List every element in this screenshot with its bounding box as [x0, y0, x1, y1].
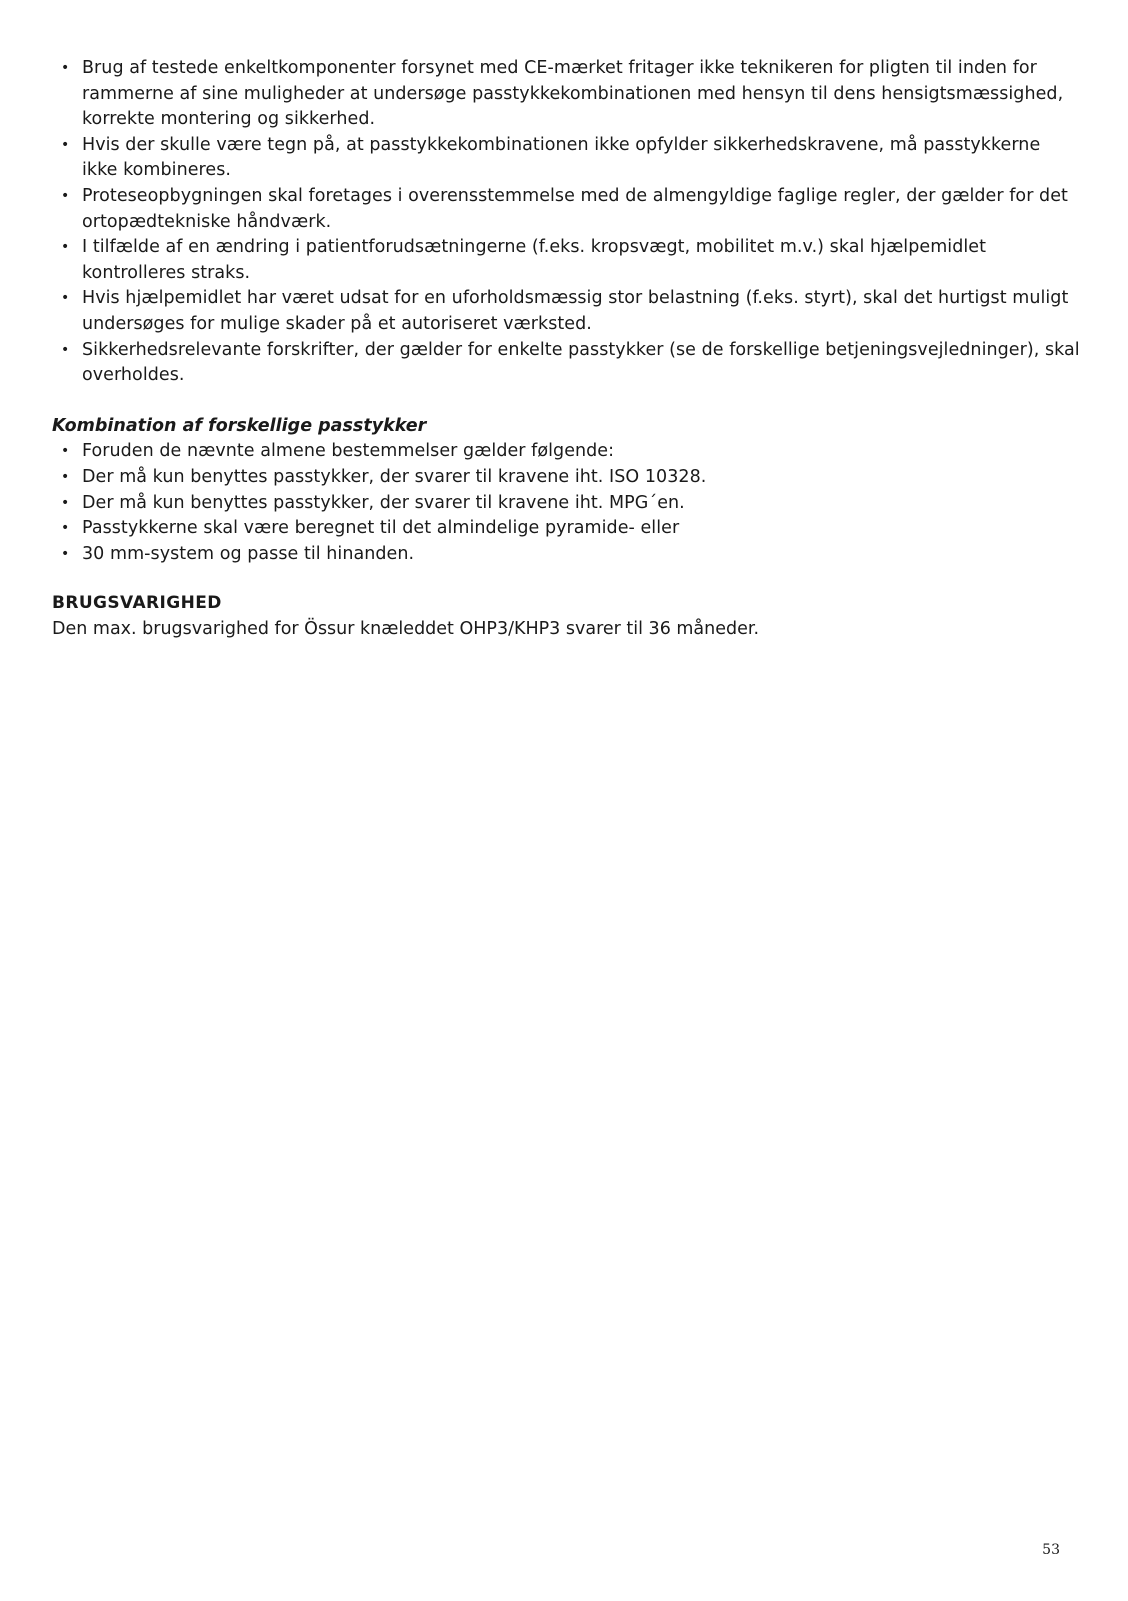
- usage-text: Den max. brugsvarighed for Össur knæleddet OHP3/KHP3 svarer til 36 måneder.: [52, 619, 760, 640]
- list-item: • Der må kun benyttes passtykker, der svarer til kravene iht. ISO 10328.: [52, 465, 1080, 491]
- page-number: 53: [1042, 1542, 1060, 1558]
- list-item: • Foruden de nævnte almene bestemmelser gælder følgende:: [52, 439, 1080, 465]
- list-item: • I tilfælde af en ændring i patientforudsætningerne (f.eks. kropsvægt, mobilitet m.v.) skal hjælpemidlet kontrolleres straks.: [52, 235, 1080, 286]
- usage-heading: BRUGSVARIGHED: [52, 593, 222, 614]
- combination-list: [52, 439, 1080, 567]
- list-item: • Proteseopbygningen skal foretages i overensstemmelse med de almengyldige faglige regler, der gælder for det ortopædtekniske håndværk.: [52, 184, 1080, 235]
- safety-list: [52, 56, 1080, 389]
- document-page: [52, 56, 1080, 643]
- list-item: • Der må kun benyttes passtykker, der svarer til kravene iht. MPG´en.: [52, 491, 1080, 517]
- list-item: • 30 mm-system og passe til hinanden.: [52, 542, 1080, 568]
- list-item: • Hvis der skulle være tegn på, at passtykkekombinationen ikke opfylder sikkerhedskravene, må passtykkerne ikke kombineres.: [52, 133, 1080, 184]
- list-item: • Passtykkerne skal være beregnet til det almindelige pyramide- eller: [52, 516, 1080, 542]
- list-item: • Sikkerhedsrelevante forskrifter, der gælder for enkelte passtykker (se de forskellige betjeningsvejledninger), skal overholdes.: [52, 338, 1080, 389]
- combination-heading: Kombination af forskellige passtykker: [52, 415, 427, 436]
- list-item: • Hvis hjælpemidlet har været udsat for en uforholdsmæssig stor belastning (f.eks. styrt), skal det hurtigst muligt undersøges for mulige skader på et autoriseret værksted.: [52, 286, 1080, 337]
- list-item: • Brug af testede enkeltkomponenter forsynet med CE-mærket fritager ikke teknikeren for pligten til inden for rammerne af sine muligheder at undersøge passtykkekombinationen med hensyn til dens hensigtsmæssighed, korrekte montering og sikkerhed.: [52, 56, 1080, 133]
